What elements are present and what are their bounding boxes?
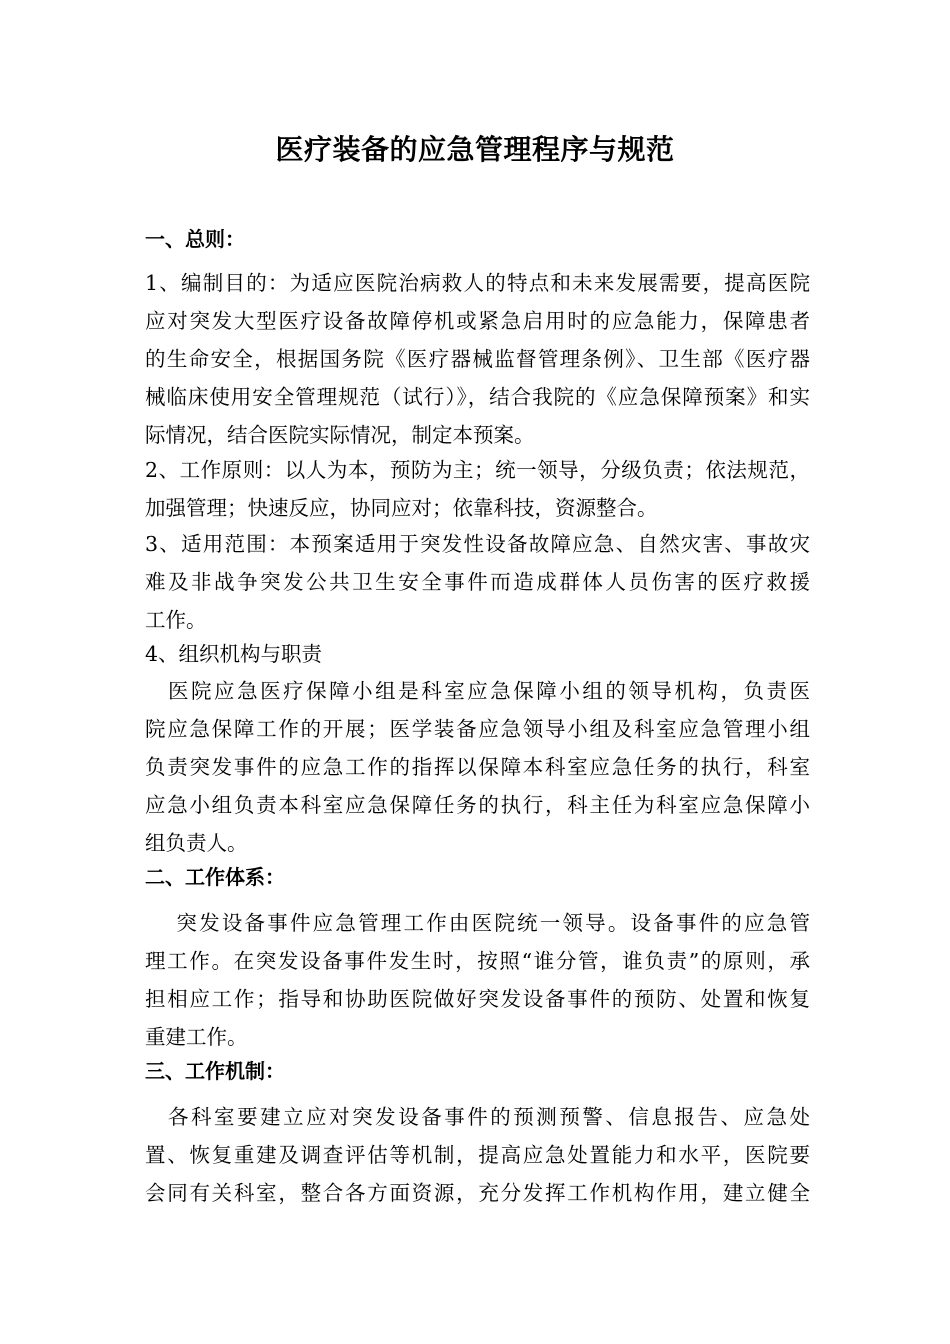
paragraph-line: 械临床使用安全管理规范（试行）》，结合我院的《应急保障预案》和实 [145,385,810,409]
paragraph-line: 工作。 [145,608,207,632]
paragraph-purpose [145,264,810,454]
section-heading-system: 二、工作体系： [145,865,285,889]
paragraph-scope [145,525,810,639]
paragraph-line: 的生命安全，根据国务院《医疗器械监督管理条例》、卫生部《医疗器 [145,347,810,371]
paragraph-line: 1、编制目的：为适应医院治病救人的特点和未来发展需要，提高医院 [145,271,810,295]
paragraph-line: 组负责人。 [145,831,248,855]
paragraph-line: 4、组织机构与职责 [145,642,323,666]
paragraph-line: 3、适用范围：本预案适用于突发性设备故障应急、自然灾害、事故灾 [145,532,810,556]
paragraph-line: 会同有关科室，整合各方面资源，充分发挥工作机构作用，建立健全 [145,1181,810,1205]
paragraph-line: 院应急保障工作的开展；医学装备应急领导小组及科室应急管理小组 [145,717,810,741]
paragraph-principles [145,451,810,527]
paragraph-organization [145,672,810,862]
paragraph-mechanism [145,1098,810,1212]
document-title: 医疗装备的应急管理程序与规范 [275,133,675,166]
paragraph-line: 加强管理；快速反应，协同应对；依靠科技，资源整合。 [145,496,658,520]
paragraph-line: 置、恢复重建及调查评估等机制，提高应急处置能力和水平，医院要 [145,1143,810,1167]
paragraph-line: 突发设备事件应急管理工作由医院统一领导。设备事件的应急管 [145,911,810,935]
paragraph-line: 重建工作。 [145,1025,248,1049]
paragraph-system [145,904,810,1056]
paragraph-line: 医院应急医疗保障小组是科室应急保障小组的领导机构，负责医 [145,679,810,703]
paragraph-line: 应对突发大型医疗设备故障停机或紧急启用时的应急能力，保障患者 [145,309,810,333]
paragraph-line: 应急小组负责本科室应急保障任务的执行，科主任为科室应急保障小 [145,793,810,817]
paragraph-line: 各科室要建立应对突发设备事件的预测预警、信息报告、应急处 [145,1105,810,1129]
paragraph-line: 难及非战争突发公共卫生安全事件而造成群体人员伤害的医疗救援 [145,570,810,594]
paragraph-organization-heading [145,635,810,673]
paragraph-line: 际情况，结合医院实际情况，制定本预案。 [145,423,535,447]
section-heading-general: 一、总则： [145,227,245,251]
paragraph-line: 2、工作原则：以人为本，预防为主；统一领导，分级负责；依法规范， [145,458,810,482]
paragraph-line: 负责突发事件的应急工作的指挥以保障本科室应急任务的执行，科室 [145,755,810,779]
paragraph-line: 理工作。在突发设备事件发生时，按照“谁分管，谁负责”的原则，承 [145,949,810,973]
paragraph-line: 担相应工作；指导和协助医院做好突发设备事件的预防、处置和恢复 [145,987,810,1011]
section-heading-mechanism: 三、工作机制： [145,1059,285,1083]
